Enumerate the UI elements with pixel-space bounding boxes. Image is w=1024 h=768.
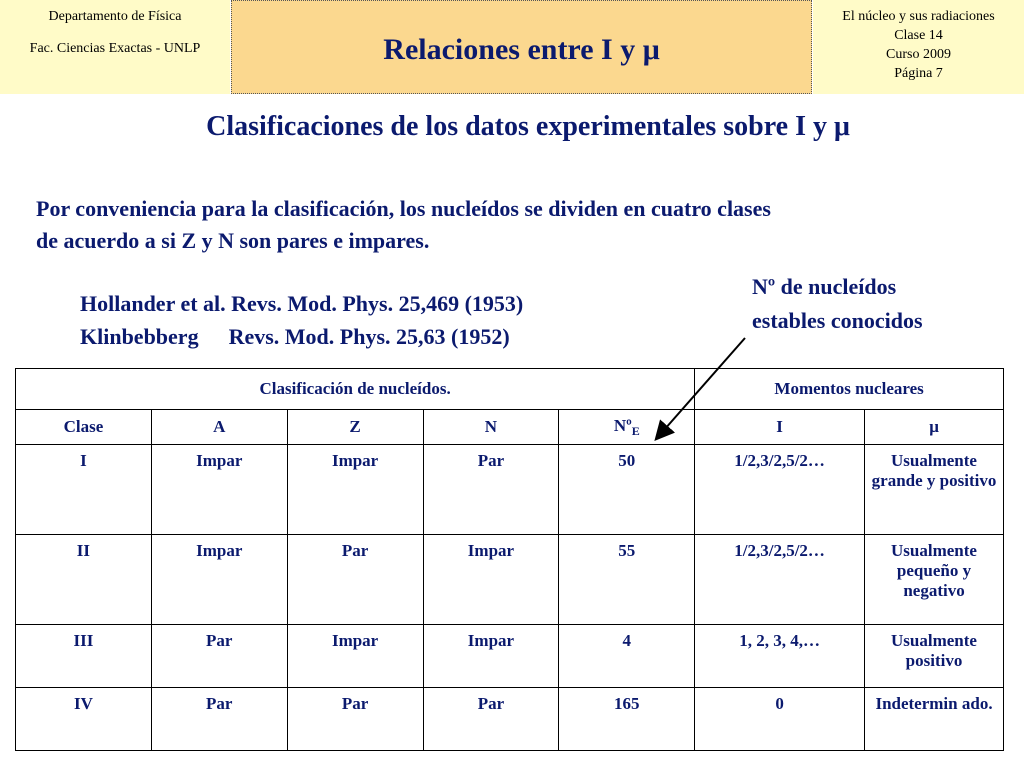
- cell-clase: I: [16, 445, 152, 535]
- table-row: [16, 688, 1004, 751]
- cell-i: 0: [695, 688, 865, 751]
- cell-i: 1/2,3/2,5/2…: [695, 535, 865, 625]
- intro-line-1: Por conveniencia para la clasificación, los nucleídos se dividen en cuatro clases: [36, 196, 771, 221]
- cell-ne: 55: [559, 535, 695, 625]
- cell-ne: 50: [559, 445, 695, 535]
- column-header-z: Z: [287, 410, 423, 445]
- cell-i: 1, 2, 3, 4,…: [695, 625, 865, 688]
- group-header-moments: Momentos nucleares: [695, 369, 1004, 410]
- table-row: [16, 625, 1004, 688]
- page-number: Página 7: [894, 66, 943, 81]
- cell-mu: Usualmente pequeño y negativo: [865, 535, 1004, 625]
- cell-clase: IV: [16, 688, 152, 751]
- reference-2-author: Klinbebberg: [80, 324, 199, 349]
- class-number: Clase 14: [894, 28, 943, 43]
- cell-ne: 4: [559, 625, 695, 688]
- reference-2-journal: Revs. Mod. Phys. 25,63 (1952): [228, 324, 510, 349]
- cell-a: Par: [151, 625, 287, 688]
- cell-clase: II: [16, 535, 152, 625]
- faculty-label: Fac. Ciencias Exactas - UNLP: [29, 41, 201, 56]
- cell-a: Impar: [151, 445, 287, 535]
- cell-z: Par: [287, 688, 423, 751]
- note-line-2: estables conocidos: [752, 308, 923, 333]
- cell-mu: Indetermin ado.: [865, 688, 1004, 751]
- cell-n: Impar: [423, 625, 559, 688]
- column-header-i: I: [695, 410, 865, 445]
- course-name: El núcleo y sus radiaciones: [842, 9, 995, 24]
- ne-subscript: E: [631, 423, 640, 438]
- slide-title: Relaciones entre I y μ: [383, 33, 660, 66]
- cell-n: Par: [423, 445, 559, 535]
- ne-label: Nº: [613, 415, 632, 435]
- cell-n: Par: [423, 688, 559, 751]
- cell-n: Impar: [423, 535, 559, 625]
- cell-z: Par: [287, 535, 423, 625]
- course-year: Curso 2009: [886, 47, 951, 62]
- cell-z: Impar: [287, 445, 423, 535]
- cell-z: Impar: [287, 625, 423, 688]
- department-label: Departamento de Física: [48, 9, 182, 24]
- cell-mu: Usualmente positivo: [865, 625, 1004, 688]
- column-header-clase: Clase: [16, 410, 152, 445]
- table-row: [16, 445, 1004, 535]
- group-header-classification: Clasificación de nucleídos.: [16, 369, 695, 410]
- reference-1: Hollander et al. Revs. Mod. Phys. 25,469 (1953): [80, 291, 524, 316]
- table-row: [16, 535, 1004, 625]
- cell-i: 1/2,3/2,5/2…: [695, 445, 865, 535]
- column-header-n: N: [423, 410, 559, 445]
- section-heading: Clasificaciones de los datos experimentales sobre I y μ: [206, 111, 850, 142]
- nuclide-classification-table: [15, 368, 1004, 751]
- cell-a: Impar: [151, 535, 287, 625]
- cell-ne: 165: [559, 688, 695, 751]
- cell-mu: Usualmente grande y positivo: [865, 445, 1004, 535]
- column-header-a: A: [151, 410, 287, 445]
- table-header-row: [16, 410, 1004, 445]
- intro-line-2: de acuerdo a si Z y N son pares e impares.: [36, 228, 430, 253]
- column-header-mu: μ: [865, 410, 1004, 445]
- cell-a: Par: [151, 688, 287, 751]
- cell-clase: III: [16, 625, 152, 688]
- column-header-ne: [559, 410, 695, 445]
- note-line-1: Nº de nucleídos: [752, 274, 897, 299]
- table-group-header-row: [16, 369, 1004, 410]
